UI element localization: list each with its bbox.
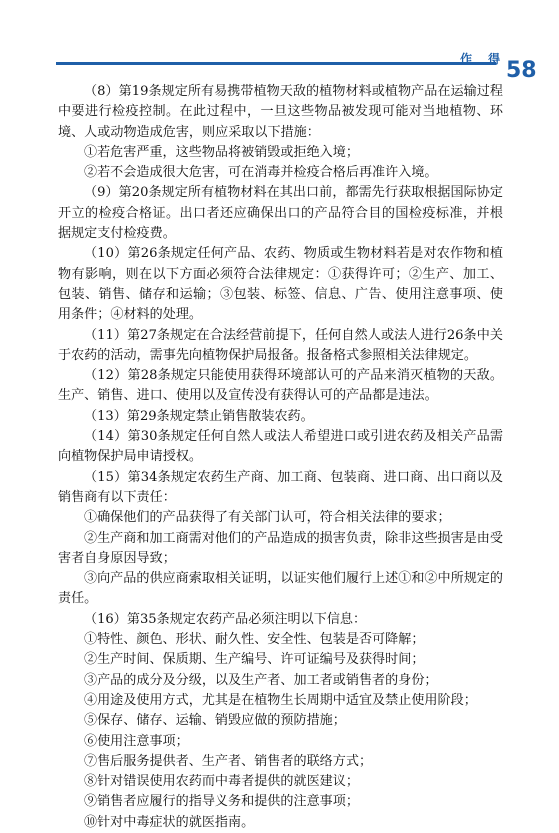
paragraph-9: （9）第20条规定所有植物材料在其出口前，都需先行获取根据国际协定开立的检疫合格证。出口者还应确保出口的产品符合目的国检疫标准，并根据规定支付检疫费。 bbox=[58, 185, 503, 242]
paragraph-15: （15）第34条规定农药生产商、加工商、包装商、进口商、出口商以及销售商有以下责任： bbox=[58, 469, 503, 505]
paragraph-14: （14）第30条规定任何自然人或法人希望进口或引进农药及相关产品需向植物保护局申请授权。 bbox=[58, 429, 503, 465]
page-number: 58 bbox=[506, 58, 537, 83]
list-item: ②生产时间、保质期、生产编号、许可证编号及获得时间； bbox=[84, 652, 425, 668]
list-item: ②若不会造成很大危害，可在消毒并检疫合格后再准许入境。 bbox=[84, 165, 438, 181]
paragraph-12: （12）第28条规定只能使用获得环境部认可的产品来消灭植物的天敌。生产、销售、进口、使用以及宣传没有获得认可的产品都是违法。 bbox=[58, 368, 503, 404]
list-item: ①特性、颜色、形状、耐久性、安全性、包装是否可降解； bbox=[84, 632, 425, 648]
document-body bbox=[58, 82, 503, 833]
list-item: ⑧针对错误使用农药而中毒者提供的就医建议； bbox=[84, 774, 359, 790]
list-item: ②生产商和加工商需对他们的产品造成的损害负责，除非这些损害是由受害者自身原因导致； bbox=[58, 530, 503, 566]
paragraph-8: （8）第19条规定所有易携带植物天敌的植物材料或植物产品在运输过程中要进行检疫控制。在此过程中，一旦这些物品被发现可能对当地植物、环境、人或动物造成危害，则应采取以下措施： bbox=[58, 84, 503, 140]
list-item: ①若危害严重，这些物品将被销毁或拒绝入境； bbox=[84, 144, 359, 160]
paragraph-16: （16）第35条规定农药产品必须注明以下信息： bbox=[84, 611, 367, 627]
list-item: ⑩针对中毒症状的就医指南。 bbox=[84, 814, 255, 830]
section-label: 作 得 bbox=[460, 52, 507, 66]
list-item: ①确保他们的产品获得了有关部门认可，符合相关法律的要求； bbox=[84, 510, 451, 526]
list-item: ③向产品的供应商索取相关证明，以证实他们履行上述①和②中所规定的责任。 bbox=[58, 571, 503, 607]
list-item: ⑦售后服务提供者、生产者、销售者的联络方式； bbox=[84, 753, 373, 769]
paragraph-11: （11）第27条规定在合法经营前提下，任何自然人或法人进行26条中关于农药的活动，需事先向植物保护局报备。报备格式参照相关法律规定。 bbox=[58, 327, 503, 363]
list-item: ⑥使用注意事项； bbox=[84, 733, 189, 749]
paragraph-10: （10）第26条规定任何产品、农药、物质或生物材料若是对农作物和植物有影响，则在以下方面必须符合法律规定：①获得许可；②生产、加工、包装、销售、储存和运输；③包装、标签、信息、广告、使用注意事项、使用条件；④材料的处理。 bbox=[58, 246, 503, 323]
header-rule bbox=[56, 62, 496, 65]
list-item: ⑨销售者应履行的指导义务和提供的注意事项； bbox=[84, 794, 359, 810]
list-item: ⑤保存、储存、运输、销毁应做的预防措施； bbox=[84, 713, 346, 729]
paragraph-13: （13）第29条规定禁止销售散装农药。 bbox=[84, 408, 314, 424]
list-item: ③产品的成分及分级，以及生产者、加工者或销售者的身份； bbox=[84, 672, 438, 688]
list-item: ④用途及使用方式，尤其是在植物生长周期中适宜及禁止使用阶段； bbox=[84, 692, 477, 708]
